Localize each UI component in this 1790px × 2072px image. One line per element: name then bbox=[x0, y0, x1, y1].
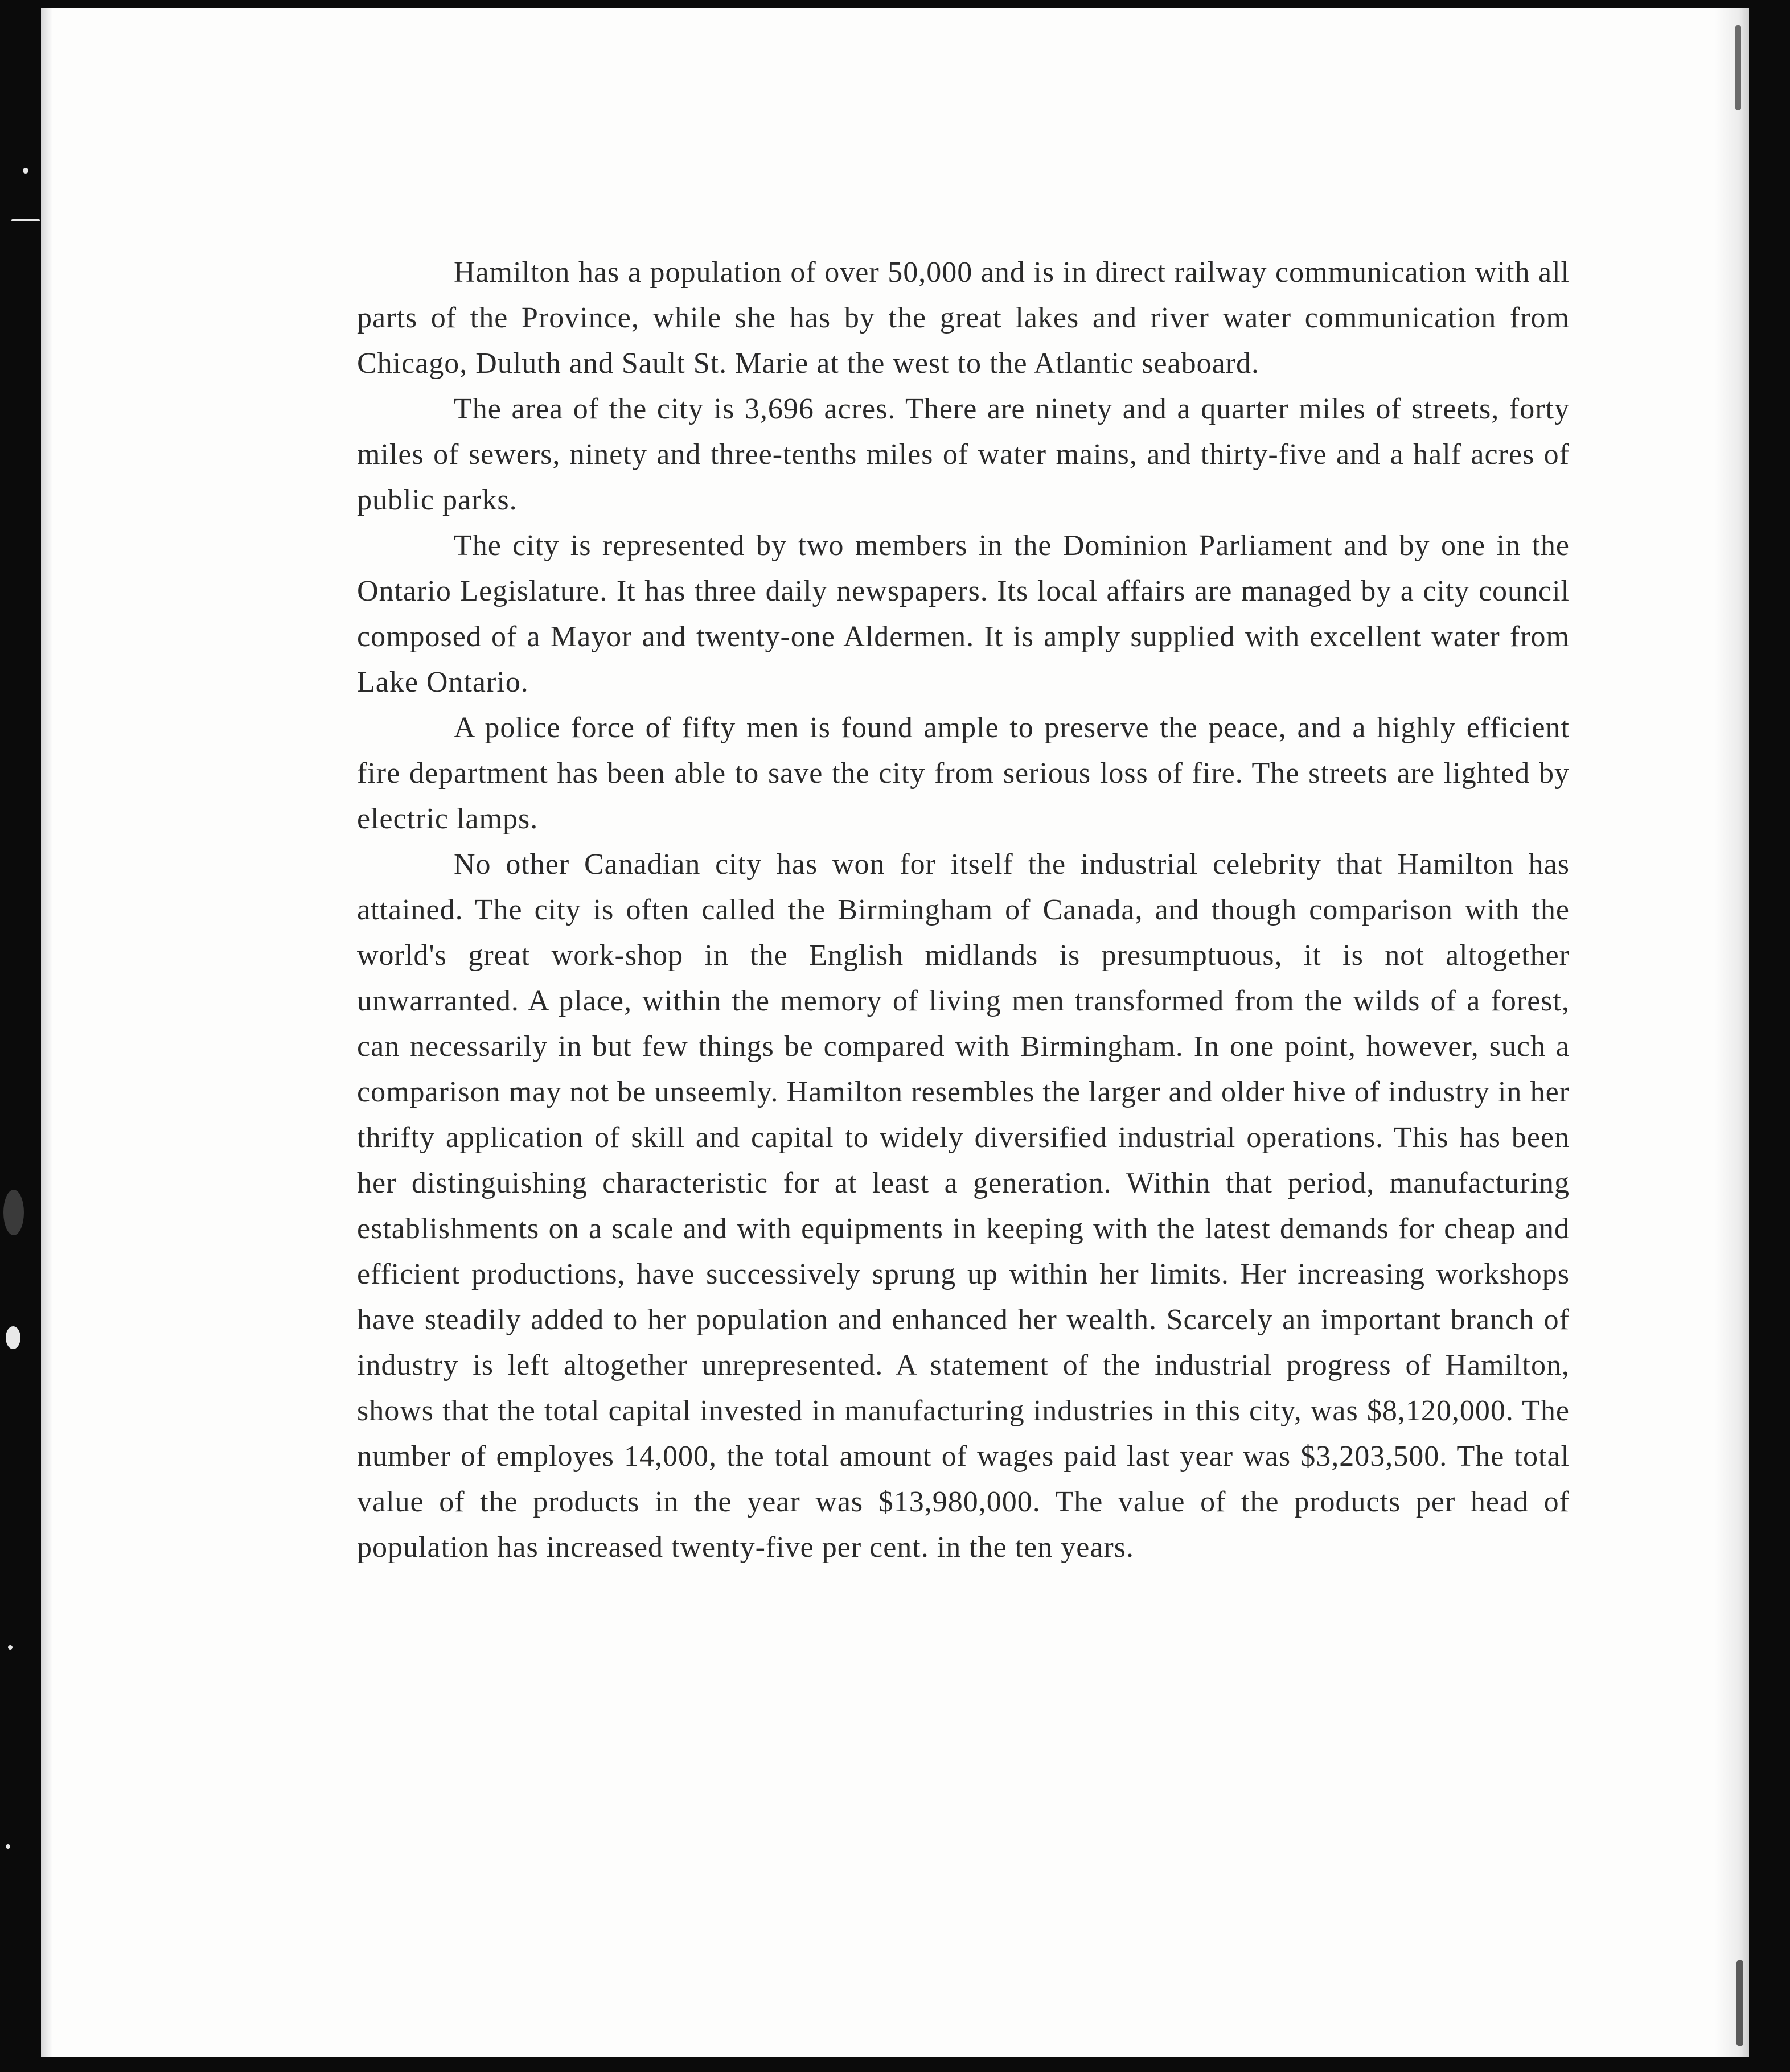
page-edge-left bbox=[41, 8, 52, 2057]
paragraph-area: The area of the city is 3,696 acres. There are ninety and a quarter miles of streets, forty miles of sewers, ninety and three-tenths miles of water mains, and thirty-five and a half acres of public parks. bbox=[357, 393, 1570, 516]
scanned-page bbox=[41, 8, 1749, 2057]
page-edge-mark-bottom bbox=[1736, 1960, 1743, 2046]
body-text bbox=[357, 250, 1570, 1571]
scan-speck bbox=[6, 1844, 10, 1849]
scan-speck bbox=[3, 1190, 24, 1235]
paragraph-police-fire: A police force of fifty men is found ample to preserve the peace, and a highly efficient fire department has been able to save the city from serious loss of fire. The streets are lighted by electric lamps. bbox=[357, 712, 1570, 835]
scan-speck bbox=[8, 1645, 13, 1650]
paragraph-government: The city is represented by two members in the Dominion Parliament and by one in the Ontario Legislature. It has three daily newspapers. Its local affairs are managed by a city council composed of a Mayor and twenty-one Aldermen. It is amply supplied with excellent water from Lake Ontario. bbox=[357, 529, 1570, 698]
scan-speck bbox=[23, 168, 28, 174]
paragraph-industry: No other Canadian city has won for itself the industrial celebrity that Hamilton has attained. The city is often called the Birmingham of Canada, and though comparison with the world's great work-shop in the English midlands is presumptuous, it is not altogether unwarranted. A place, within the memory of living men transformed from the wilds of a forest, can necessarily in but few things be compared with Birmingham. In one point, however, such a comparison may not be unseemly. Hamilton resembles the larger and older hive of industry in her thrifty application of skill and capital to widely diversified industrial operations. This has been her distinguishing characteristic for at least a generation. Within that period, manufacturing establishments on a scale and with equipments in keeping with the latest demands for cheap and efficient productions, have successively sprung up within her limits. Her increasing workshops have steadily added to her population and enhanced her wealth. Scarcely an important branch of industry is left altogether unrepresented. A statement of the industrial progress of Hamilton, shows that the total capital invested in manufacturing industries in this city, was $8,120,000. The number of employes 14,000, the total amount of wages paid last year was $3,203,500. The total value of the products in the year was $13,980,000. The value of the products per head of population has increased twenty-five per cent. in the ten years. bbox=[357, 848, 1570, 1564]
paragraph-population: Hamilton has a population of over 50,000 and is in direct railway communication with all parts of the Province, while she has by the great lakes and river water communication from Chicago, Duluth and Sault St. Marie at the west to the Atlantic seaboard. bbox=[357, 256, 1570, 380]
page-edge-right bbox=[1715, 8, 1749, 2057]
scan-speck bbox=[11, 219, 40, 221]
page-edge-mark-top bbox=[1735, 25, 1741, 110]
scan-speck bbox=[6, 1326, 20, 1349]
